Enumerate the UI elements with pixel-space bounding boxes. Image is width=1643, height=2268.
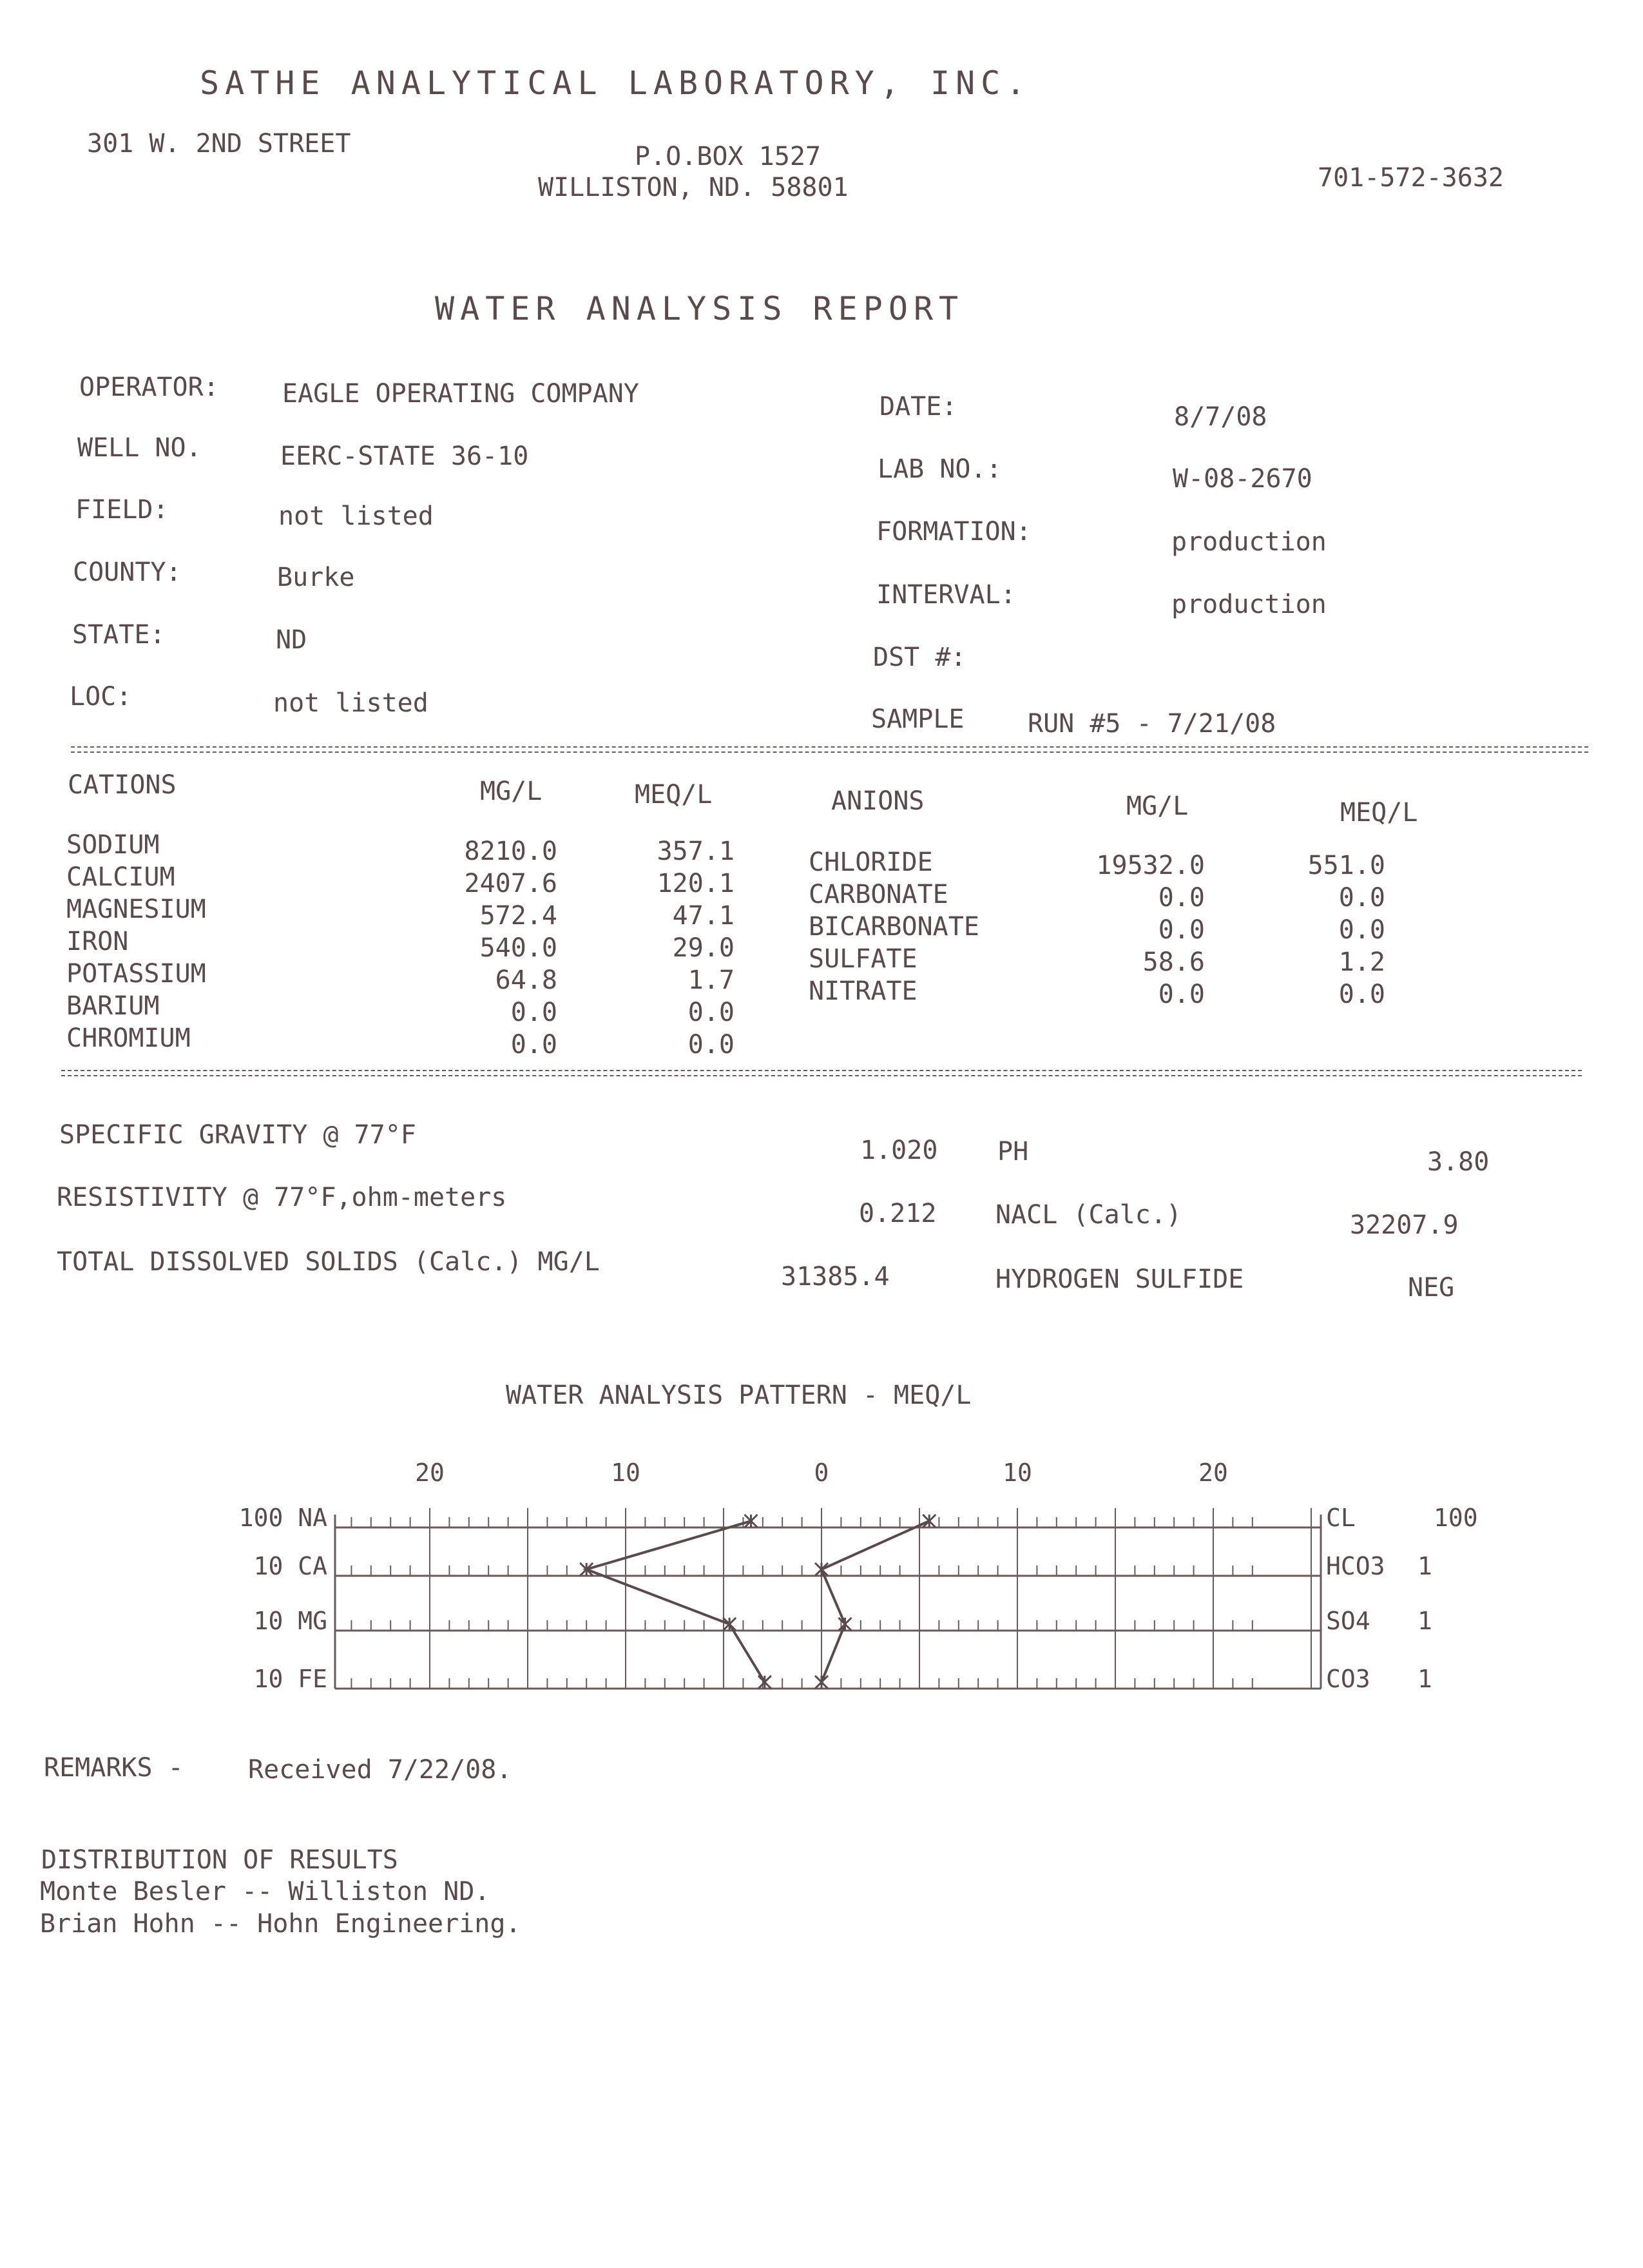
lab-city: WILLISTON, ND. 58801 bbox=[538, 173, 849, 202]
pattern-top-tick: 0 bbox=[814, 1459, 829, 1487]
cation-meq: 29.0 bbox=[672, 933, 735, 963]
pattern-right-scale: 1 bbox=[1417, 1665, 1432, 1693]
cation-meq: 0.0 bbox=[687, 998, 735, 1027]
field-label: FIELD: bbox=[75, 495, 169, 525]
pattern-right-label: SO4 bbox=[1326, 1607, 1370, 1635]
remarks-text: Received 7/22/08. bbox=[248, 1755, 512, 1785]
pattern-series-line bbox=[822, 1521, 929, 1682]
labno-label: LAB NO.: bbox=[878, 454, 1002, 484]
cation-meq: 357.1 bbox=[657, 837, 735, 866]
pattern-point bbox=[815, 1676, 828, 1689]
cation-meq: 120.1 bbox=[657, 869, 735, 898]
ph-value: 3.80 bbox=[1427, 1147, 1490, 1177]
pattern-right-scale: 1 bbox=[1417, 1607, 1432, 1635]
remarks-label: REMARKS - bbox=[44, 1753, 184, 1783]
anions-meq-header: MEQ/L bbox=[1340, 798, 1418, 828]
cation-mg: 0.0 bbox=[510, 1030, 557, 1060]
cations-mg-header: MG/L bbox=[480, 777, 543, 806]
anion-mg: 58.6 bbox=[1142, 947, 1205, 977]
pattern-top-tick: 20 bbox=[1198, 1459, 1228, 1487]
pattern-series-line bbox=[586, 1521, 765, 1682]
pattern-right-scale: 100 bbox=[1434, 1504, 1478, 1532]
operator-value: EAGLE OPERATING COMPANY bbox=[282, 379, 639, 409]
county-value: Burke bbox=[277, 563, 355, 592]
cation-meq: 0.0 bbox=[687, 1030, 735, 1060]
water-analysis-pattern-chart bbox=[0, 1450, 1643, 1740]
cation-name: IRON bbox=[66, 927, 129, 956]
pattern-title: WATER ANALYSIS PATTERN - MEQ/L bbox=[506, 1381, 972, 1410]
anion-name: CARBONATE bbox=[809, 880, 948, 909]
separator-mid-a bbox=[61, 1070, 1582, 1071]
anion-meq: 0.0 bbox=[1338, 980, 1385, 1009]
cation-meq: 1.7 bbox=[687, 965, 735, 995]
nacl-label: NACL (Calc.) bbox=[995, 1200, 1182, 1230]
h2s-value: NEG bbox=[1408, 1273, 1455, 1303]
formation-value: production bbox=[1171, 527, 1327, 557]
cation-name: MAGNESIUM bbox=[66, 895, 206, 924]
nacl-value: 32207.9 bbox=[1350, 1210, 1459, 1240]
pattern-marks bbox=[580, 1515, 936, 1689]
cations-meq-header: MEQ/L bbox=[635, 780, 713, 809]
date-value: 8/7/08 bbox=[1174, 402, 1267, 432]
pattern-left-label: 10 CA bbox=[253, 1552, 327, 1580]
cation-mg: 540.0 bbox=[479, 933, 557, 963]
ph-label: PH bbox=[997, 1137, 1029, 1167]
anion-name: NITRATE bbox=[809, 976, 918, 1006]
separator-top-a bbox=[71, 746, 1588, 748]
anions-mg-header: MG/L bbox=[1126, 791, 1189, 821]
labno-value: W-08-2670 bbox=[1173, 464, 1312, 494]
pattern-top-tick: 10 bbox=[1003, 1459, 1032, 1487]
loc-value: not listed bbox=[273, 688, 428, 718]
distribution-line-2: Brian Hohn -- Hohn Engineering. bbox=[40, 1909, 521, 1939]
lab-phone: 701-572-3632 bbox=[1318, 163, 1504, 193]
dst-label: DST #: bbox=[873, 643, 966, 672]
anions-header: ANIONS bbox=[831, 786, 925, 816]
cation-meq: 47.1 bbox=[672, 901, 735, 931]
pattern-right-label: HCO3 bbox=[1326, 1552, 1385, 1580]
pattern-top-tick: 10 bbox=[611, 1459, 640, 1487]
lab-name: SATHE ANALYTICAL LABORATORY, INC. bbox=[200, 64, 1032, 102]
cation-mg: 2407.6 bbox=[464, 869, 557, 898]
date-label: DATE: bbox=[879, 392, 957, 422]
pattern-point bbox=[815, 1563, 828, 1576]
pattern-grid bbox=[335, 1508, 1321, 1689]
pattern-point bbox=[923, 1515, 936, 1527]
cation-mg: 64.8 bbox=[495, 965, 557, 995]
cation-name: BARIUM bbox=[66, 991, 160, 1021]
sg-label: SPECIFIC GRAVITY @ 77°F bbox=[59, 1120, 416, 1150]
state-value: ND bbox=[276, 625, 307, 655]
cation-mg: 8210.0 bbox=[464, 837, 557, 866]
loc-label: LOC: bbox=[70, 682, 132, 712]
distribution-line-1: Monte Besler -- Williston ND. bbox=[40, 1877, 490, 1906]
lab-street: 301 W. 2ND STREET bbox=[87, 129, 351, 159]
cation-mg: 572.4 bbox=[479, 901, 557, 931]
anion-mg: 19532.0 bbox=[1096, 851, 1205, 880]
pattern-left-label: 10 FE bbox=[253, 1665, 327, 1693]
pattern-left-label: 10 MG bbox=[253, 1607, 327, 1635]
anion-mg: 0.0 bbox=[1158, 883, 1205, 913]
cation-name: SODIUM bbox=[66, 830, 160, 860]
separator-top-b bbox=[71, 751, 1588, 753]
resistivity-label: RESISTIVITY @ 77°F,ohm-meters bbox=[57, 1183, 507, 1212]
distribution-title: DISTRIBUTION OF RESULTS bbox=[41, 1845, 398, 1875]
tds-label: TOTAL DISSOLVED SOLIDS (Calc.) MG/L bbox=[57, 1247, 600, 1277]
report-title: WATER ANALYSIS REPORT bbox=[435, 290, 965, 327]
interval-label: INTERVAL: bbox=[876, 580, 1016, 610]
operator-label: OPERATOR: bbox=[79, 373, 219, 402]
anion-meq: 551.0 bbox=[1307, 851, 1385, 880]
interval-value: production bbox=[1171, 590, 1327, 619]
anion-name: SULFATE bbox=[809, 944, 918, 974]
cation-name: CHROMIUM bbox=[66, 1023, 191, 1053]
anion-meq: 0.0 bbox=[1338, 883, 1385, 913]
county-label: COUNTY: bbox=[73, 557, 182, 587]
pattern-top-tick: 20 bbox=[415, 1459, 445, 1487]
pattern-left-label: 100 NA bbox=[238, 1504, 327, 1532]
cation-name: POTASSIUM bbox=[66, 959, 206, 989]
cations-header: CATIONS bbox=[68, 770, 177, 800]
state-label: STATE: bbox=[72, 620, 166, 650]
well-value: EERC-STATE 36-10 bbox=[280, 441, 529, 471]
anion-mg: 0.0 bbox=[1158, 915, 1205, 945]
cation-mg: 0.0 bbox=[510, 998, 557, 1027]
pattern-right-label: CL bbox=[1326, 1504, 1356, 1532]
tds-value: 31385.4 bbox=[781, 1262, 890, 1292]
pattern-right-scale: 1 bbox=[1417, 1552, 1432, 1580]
field-value: not listed bbox=[278, 501, 434, 531]
anion-name: CHLORIDE bbox=[809, 848, 933, 877]
well-label: WELL NO. bbox=[77, 433, 202, 463]
sample-label: SAMPLE bbox=[871, 704, 965, 734]
h2s-label: HYDROGEN SULFIDE bbox=[995, 1265, 1244, 1294]
separator-mid-b bbox=[61, 1075, 1582, 1076]
anion-meq: 1.2 bbox=[1338, 947, 1385, 977]
anion-meq: 0.0 bbox=[1338, 915, 1385, 945]
anion-mg: 0.0 bbox=[1158, 980, 1205, 1009]
anion-name: BICARBONATE bbox=[809, 912, 979, 942]
cation-name: CALCIUM bbox=[66, 862, 175, 892]
lab-pobox: P.O.BOX 1527 bbox=[635, 142, 821, 171]
pattern-point bbox=[758, 1676, 771, 1689]
pattern-point bbox=[723, 1618, 736, 1631]
resistivity-value: 0.212 bbox=[859, 1199, 937, 1228]
formation-label: FORMATION: bbox=[876, 517, 1032, 547]
sample-value: RUN #5 - 7/21/08 bbox=[1028, 709, 1276, 739]
sg-value: 1.020 bbox=[860, 1136, 938, 1165]
pattern-right-label: CO3 bbox=[1326, 1665, 1370, 1693]
